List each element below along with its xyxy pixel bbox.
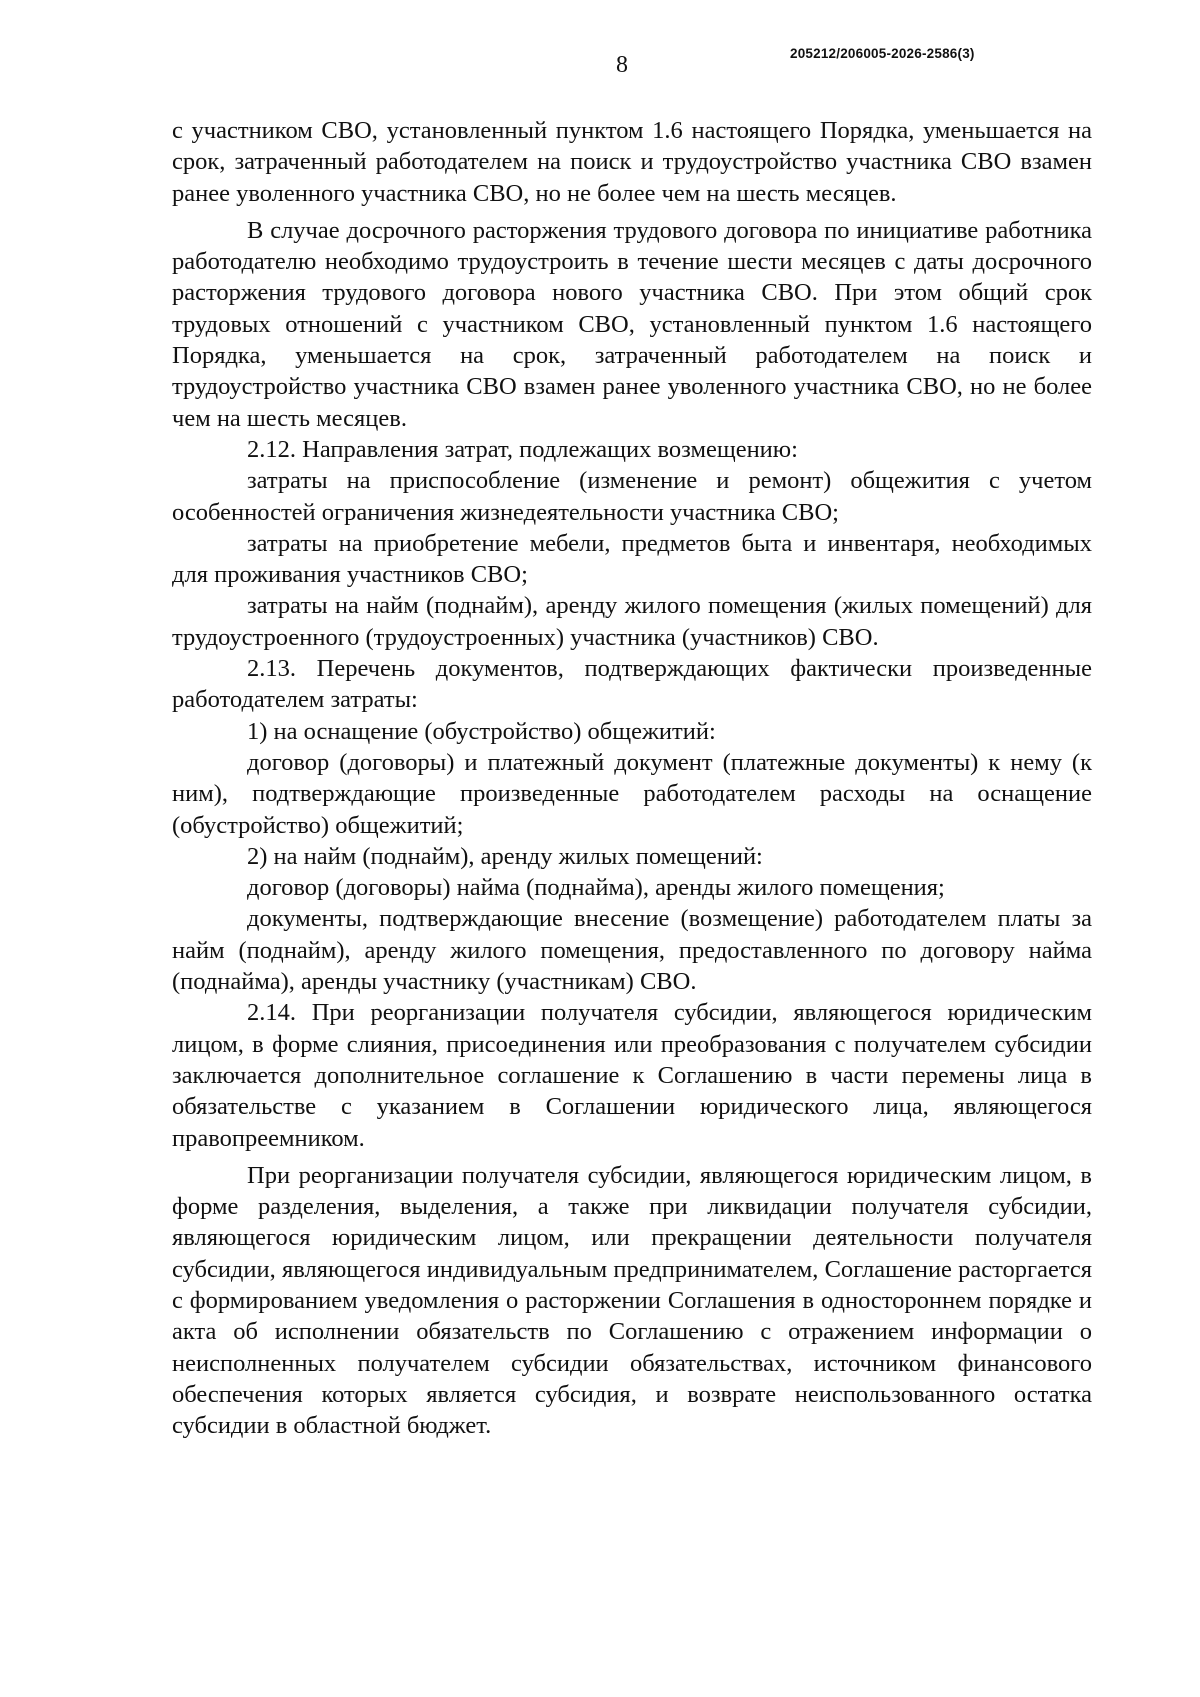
paragraph-reorganization-termination: При реорганизации получателя субсидии, являющегося юридическим лицом, в форме разделения, выделения, а также при ликвидации получателя субсидии, являющегося юридическим лицом, или прекращении деятельности получателя субсидии, являющегося индивидуальным предпринимателем, Соглашение расторгается с формированием уведомления о расторжении Соглашения в одностороннем порядке и акта об исполнении обязательств по Соглашению с отражением информации о неисполненных получателем субсидии обязательствах, источником финансового обеспечения которых является субсидия, и возврате неиспользованного остатка субсидии в областной бюджет. xyxy=(172,1161,1092,1440)
paragraph-2-13-heading: 2.13. Перечень документов, подтверждающих фактически произведенные работодателем затраты: xyxy=(172,655,1092,714)
document-body xyxy=(172,115,1092,1441)
paragraph-2-12-heading: 2.12. Направления затрат, подлежащих возмещению: xyxy=(247,435,798,463)
page-number: 8 xyxy=(616,52,628,78)
document-registration-number: 205212/206005-2026-2586(3) xyxy=(790,46,975,61)
paragraph-2-13-item-1-documents: договор (договоры) и платежный документ (платежные документы) к нему (к ним), подтверждающие произведенные работодателем расходы на оснащение (обустройство) общежитий; xyxy=(172,748,1092,839)
paragraph-2-13-item-1: 1) на оснащение (обустройство) общежитий: xyxy=(247,717,716,745)
paragraph-2-12-item-furniture: затраты на приобретение мебели, предметов быта и инвентаря, необходимых для проживания участников СВО; xyxy=(172,529,1092,589)
paragraph-continuation: с участником СВО, установленный пунктом 1.6 настоящего Порядка, уменьшается на срок, затраченный работодателем на поиск и трудоустройство участника СВО взамен ранее уволенного участника СВО, но не более чем на шесть месяцев. xyxy=(172,117,1092,207)
paragraph-early-termination: В случае досрочного расторжения трудового договора по инициативе работника работодателю необходимо трудоустроить в течение шести месяцев с даты досрочного расторжения трудового договора нового участника СВО. При этом общий срок трудовых отношений с участником СВО, установленный пунктом 1.6 настоящего Порядка, уменьшается на срок, затраченный работодателем на поиск и трудоустройство участника СВО взамен ранее уволенного участника СВО, но не более чем на шесть месяцев. xyxy=(172,216,1092,432)
paragraph-2-14: 2.14. При реорганизации получателя субсидии, являющегося юридическим лицом, в форме слияния, присоединения или преобразования с получателем субсидии заключается дополнительное соглашение к Соглашению в части перемены лица в обязательстве с указанием в Соглашении юридического лица, являющегося правопреемником. xyxy=(172,999,1092,1152)
paragraph-2-13-item-2-payment-documents: документы, подтверждающие внесение (возмещение) работодателем платы за найм (поднайм), аренду жилого помещения, предоставленного по договору найма (поднайма), аренды участнику (участникам) СВО. xyxy=(172,905,1092,996)
paragraph-2-12-item-adaptation: затраты на приспособление (изменение и ремонт) общежития с учетом особенностей ограничения жизнедеятельности участника СВО; xyxy=(172,467,1092,526)
paragraph-2-13-item-2: 2) на найм (поднайм), аренду жилых помещений: xyxy=(247,842,763,870)
paragraph-2-13-item-2-contract: договор (договоры) найма (поднайма), аренды жилого помещения; xyxy=(247,874,945,902)
paragraph-2-12-item-rent: затраты на найм (поднайм), аренду жилого помещения (жилых помещений) для трудоустроенного (трудоустроенных) участника (участников) СВО. xyxy=(172,592,1092,651)
